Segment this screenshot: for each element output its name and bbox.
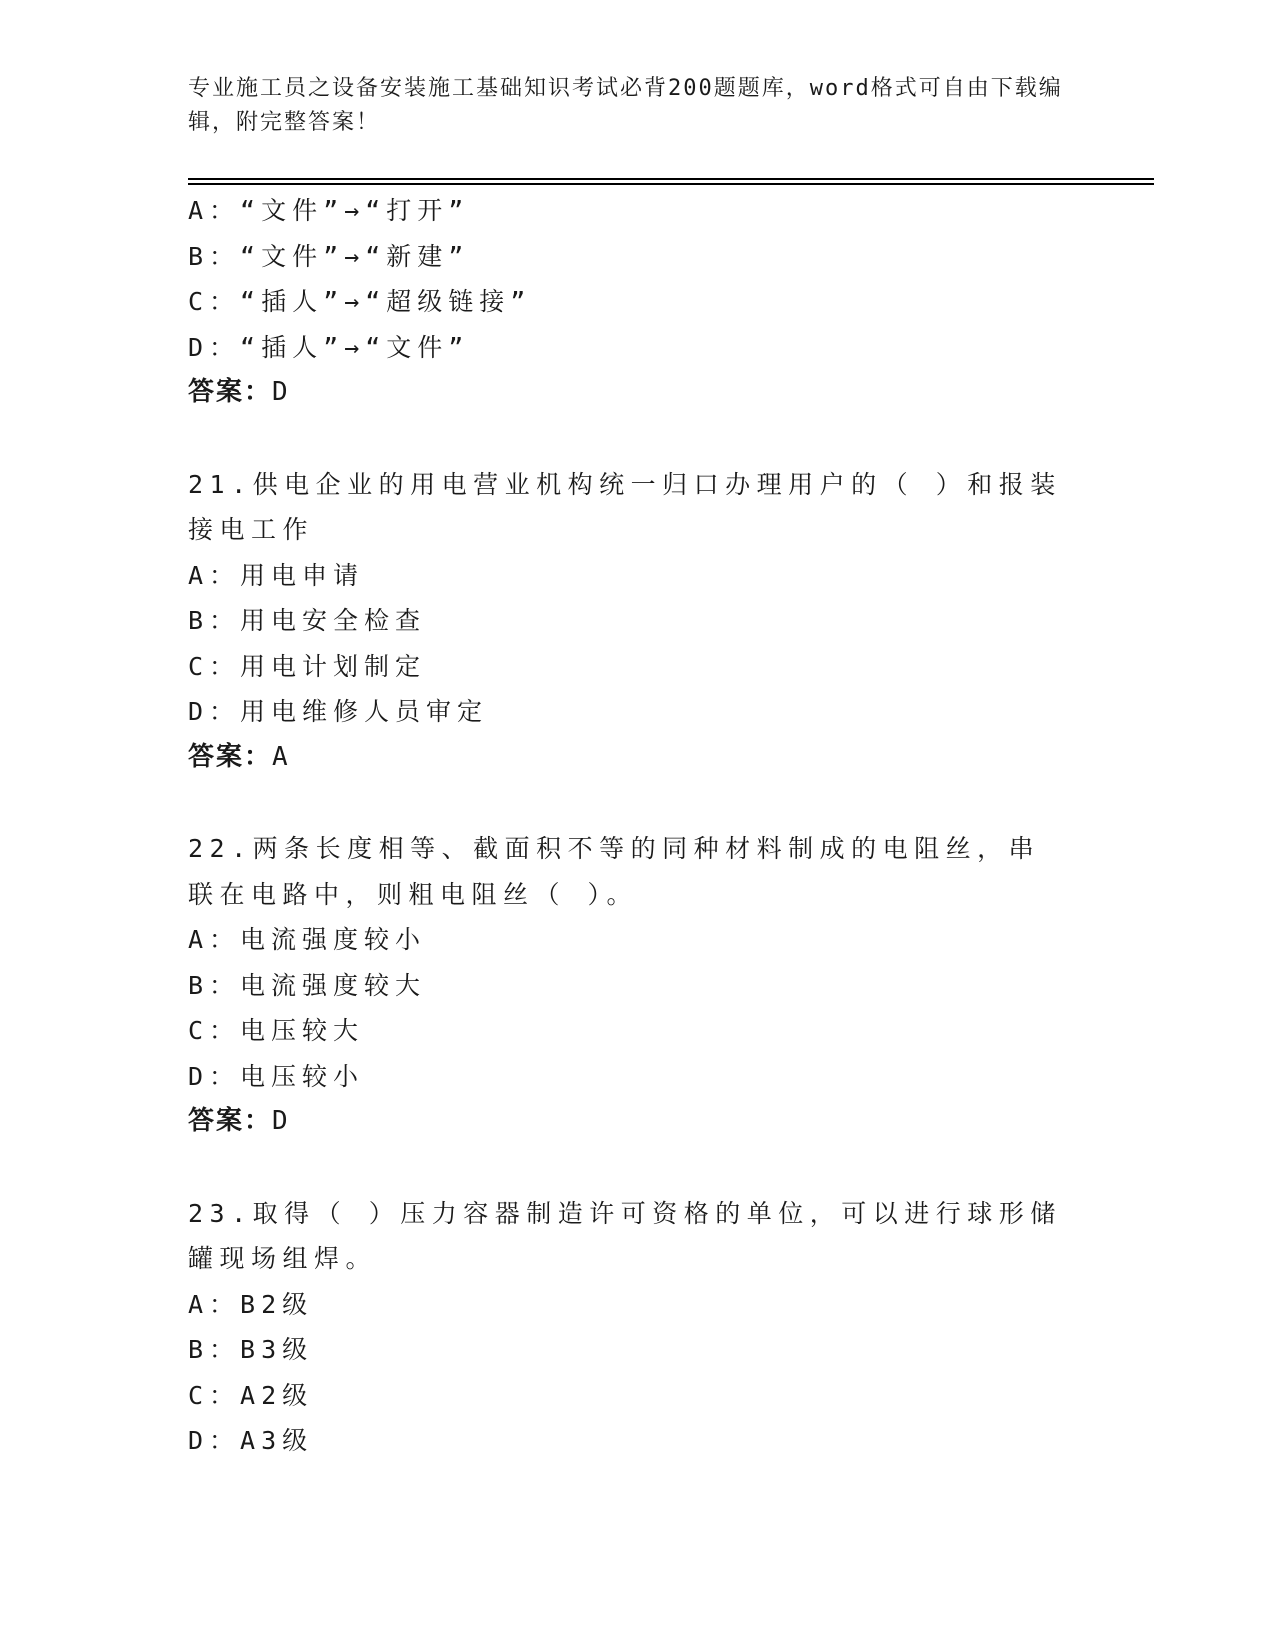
question-23 [188, 1191, 1068, 1464]
option-d: D：A3级 [188, 1426, 314, 1455]
question-22 [188, 826, 1068, 1145]
header-title: 专业施工员之设备安装施工基础知识考试必背200题题库，word格式可自由下载编辑，附完整答案！ [188, 76, 1063, 135]
question-stem: 21.供电企业的用电营业机构统一归口办理用户的（ ）和报装接电工作 [188, 469, 1062, 544]
option-b: B：B3级 [188, 1335, 314, 1364]
option-b: B：电流强度较大 [188, 970, 427, 1000]
header-divider-top [188, 178, 1154, 180]
option-c: C：用电计划制定 [188, 651, 427, 681]
option-a: A：“文件”→“打开” [188, 196, 470, 225]
option-a: A：电流强度较小 [188, 925, 427, 954]
option-d: D：用电维修人员审定 [188, 697, 489, 726]
answer-label: 答案： [188, 741, 273, 772]
option-a: A：用电申请 [188, 560, 365, 590]
answer-value: A [272, 741, 290, 772]
option-a: A：B2级 [188, 1289, 314, 1319]
option-d: D：电压较小 [188, 1061, 365, 1091]
option-c: C：A2级 [188, 1380, 314, 1410]
option-c: C：电压较大 [188, 1016, 365, 1045]
answer-line [188, 370, 1068, 416]
answer-label: 答案： [188, 377, 273, 407]
question-21 [188, 462, 1068, 781]
answer-line [188, 1099, 1068, 1145]
question-stem: 22.两条长度相等、截面积不等的同种材料制成的电阻丝，串联在电路中，则粗电阻丝（ ）。 [188, 834, 1041, 909]
document-header [188, 72, 1068, 140]
question-list [188, 188, 1068, 1464]
answer-line [188, 735, 1068, 781]
answer-label: 答案： [188, 1106, 273, 1136]
option-b: B：“文件”→“新建” [188, 241, 470, 271]
option-b: B：用电安全检查 [188, 606, 427, 635]
option-d: D：“插人”→“文件” [188, 332, 470, 362]
header-divider-bottom [188, 183, 1154, 185]
answer-value: D [272, 377, 290, 407]
question-stem: 23.取得（ ）压力容器制造许可资格的单位，可以进行球形储罐现场组焊。 [188, 1198, 1062, 1273]
option-c: C：“插人”→“超级链接” [188, 287, 532, 316]
answer-value: D [272, 1106, 290, 1136]
question-20 [188, 188, 1068, 416]
